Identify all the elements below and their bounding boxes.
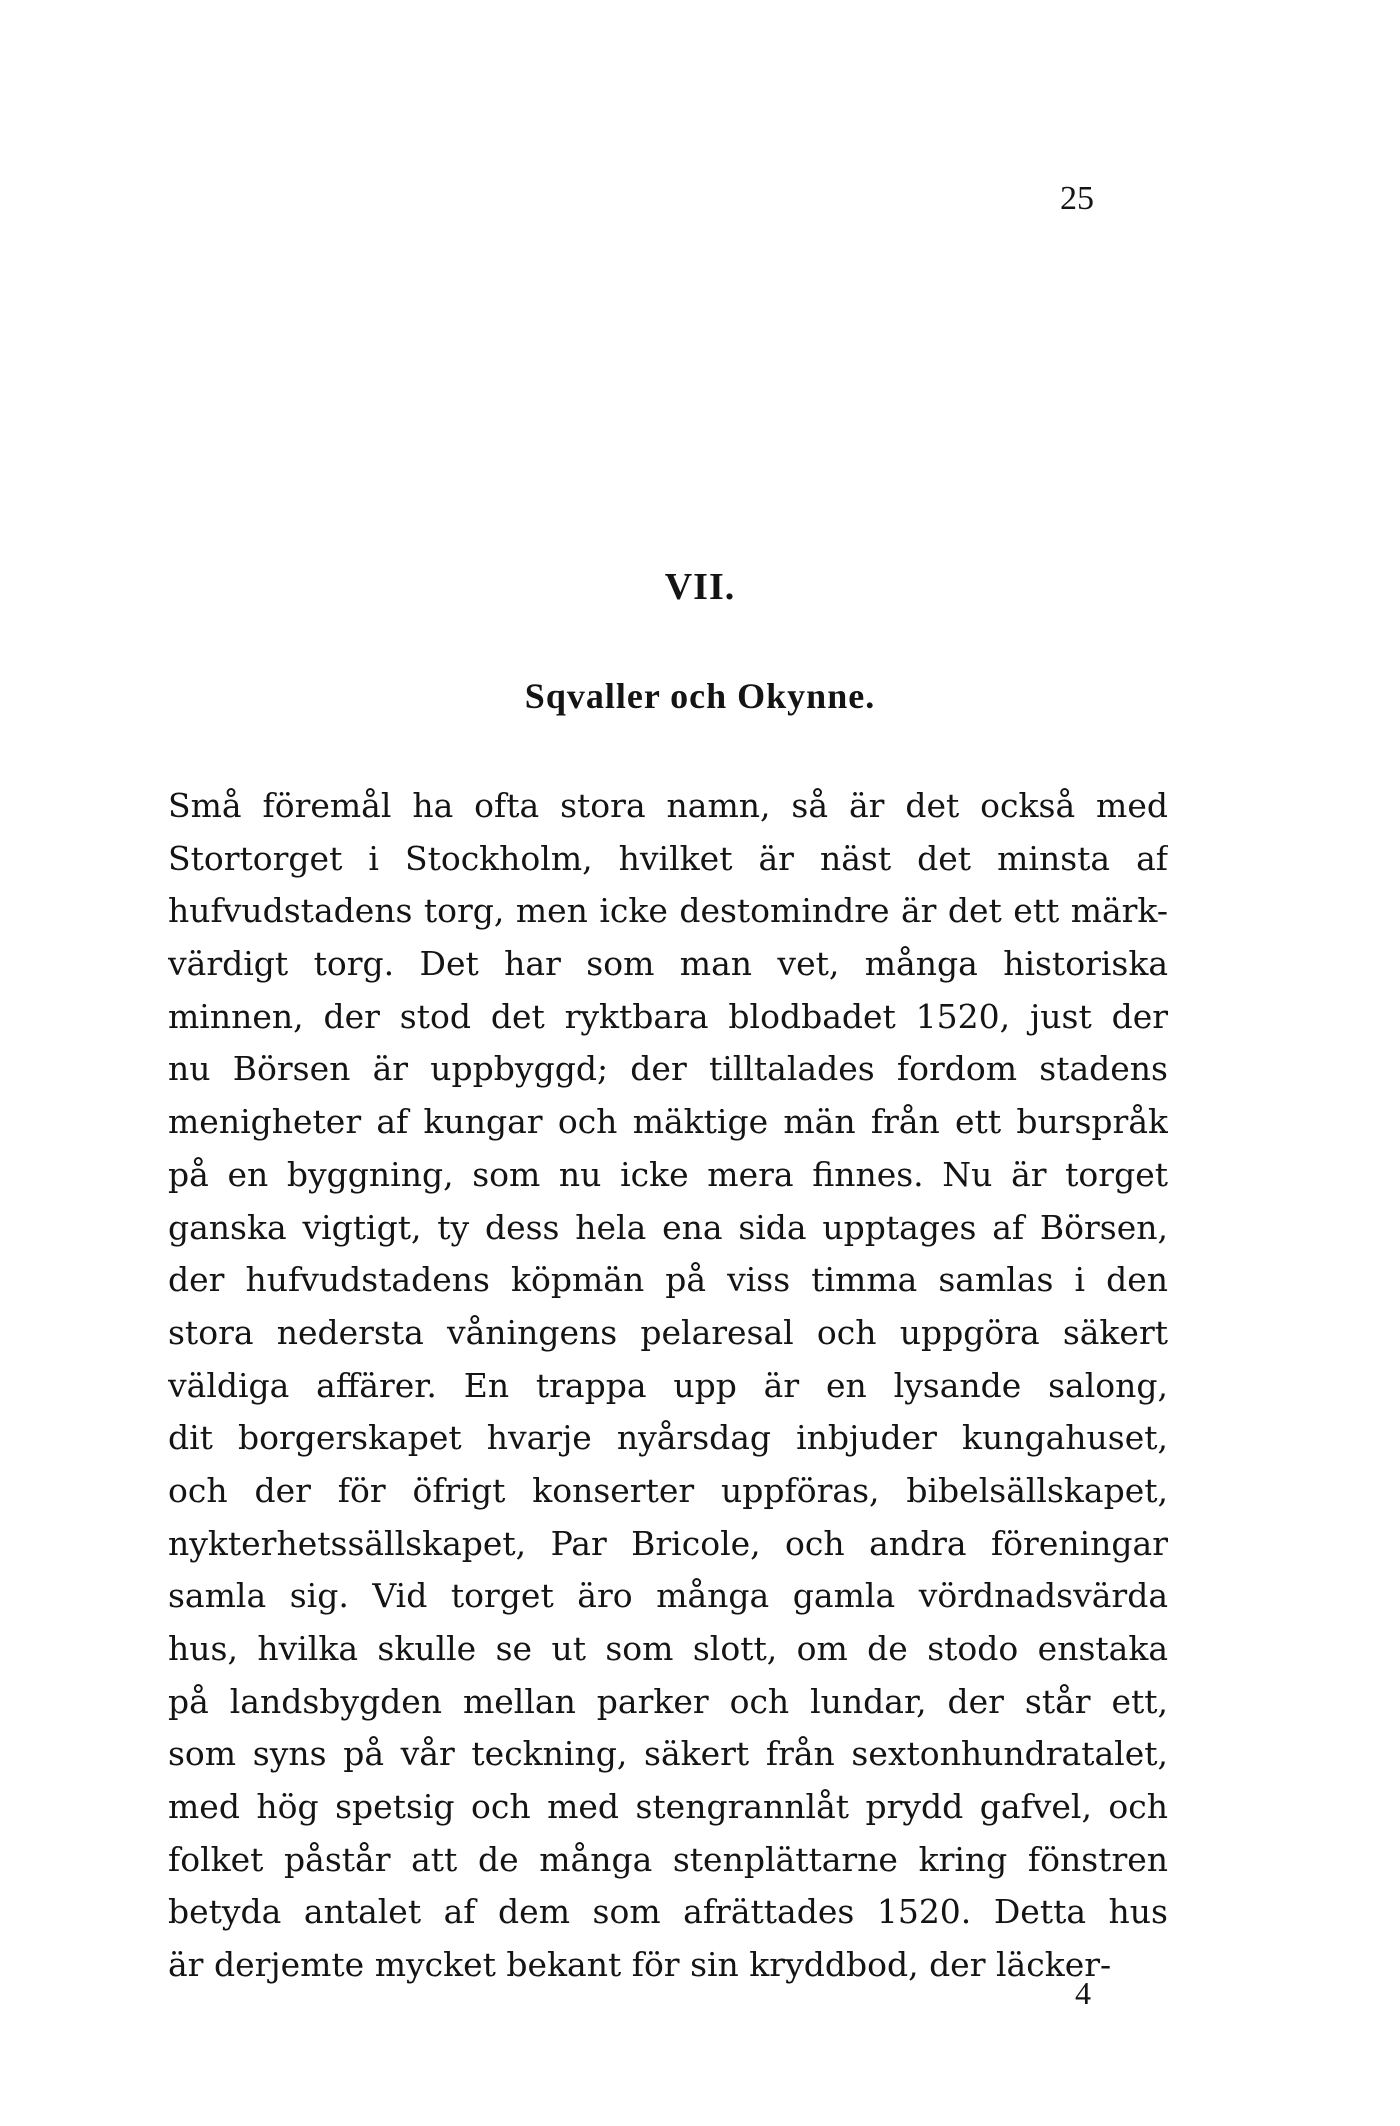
page-number: 25	[1060, 180, 1094, 217]
text-line: på landsbygden mellan parker och lundar, der står ett,	[168, 1681, 1168, 1721]
text-line: samla sig. Vid torget äro många gamla vördnadsvärda	[168, 1576, 1168, 1616]
text-line: med hög spetsig och med stengrannlåt prydd gafvel, och	[168, 1787, 1168, 1827]
chapter-number: VII.	[664, 566, 736, 608]
text-line: minnen, der stod det ryktbara blodbadet 1520, just der	[168, 996, 1168, 1036]
text-line: hus, hvilka skulle se ut som slott, om de stodo enstaka	[168, 1629, 1168, 1668]
text-line: menigheter af kungar och mäktige män från ett burspråk	[168, 1102, 1168, 1142]
text-line: folket påstår att de många stenplättarne kring fönstren	[168, 1839, 1168, 1879]
signature-mark: 4	[1075, 1975, 1091, 2011]
text-line: väldiga affärer. En trappa upp är en lysande salong,	[168, 1365, 1168, 1405]
text-line: och der för öfrigt konserter uppföras, bibelsällskapet,	[168, 1470, 1168, 1510]
text-line: ganska vigtigt, ty dess hela ena sida upptages af Börsen,	[168, 1207, 1168, 1247]
text-line: der hufvudstadens köpmän på viss timma samlas i den	[168, 1260, 1168, 1300]
text-line: värdigt torg. Det har som man vet, många historiska	[168, 944, 1168, 984]
text-line: stora nedersta våningens pelaresal och uppgöra säkert	[168, 1312, 1168, 1352]
text-line: betyda antalet af dem som afrättades 1520. Detta hus	[168, 1892, 1168, 1932]
text-line: dit borgerskapet hvarje nyårsdag inbjuder kungahuset,	[168, 1418, 1168, 1458]
text-line: Stortorget i Stockholm, hvilket är näst det minsta af	[168, 838, 1168, 878]
text-line: Små föremål ha ofta stora namn, så är det också med	[168, 786, 1168, 825]
text-line: nykterhetssällskapet, Par Bricole, och andra föreningar	[168, 1523, 1168, 1563]
body-text	[168, 780, 1168, 1992]
text-line: är derjemte mycket bekant för sin kryddbod, der läcker-	[168, 1945, 1112, 1985]
chapter-title: Sqvaller och Okynne.	[524, 676, 876, 716]
text-line: på en byggning, som nu icke mera finnes. Nu är torget	[168, 1154, 1168, 1194]
text-line: nu Börsen är uppbyggd; der tilltalades fordom stadens	[168, 1049, 1168, 1089]
text-line: som syns på vår teckning, säkert från sextonhundratalet,	[168, 1734, 1168, 1774]
text-line: hufvudstadens torg, men icke destomindre är det ett märk-	[168, 891, 1168, 931]
